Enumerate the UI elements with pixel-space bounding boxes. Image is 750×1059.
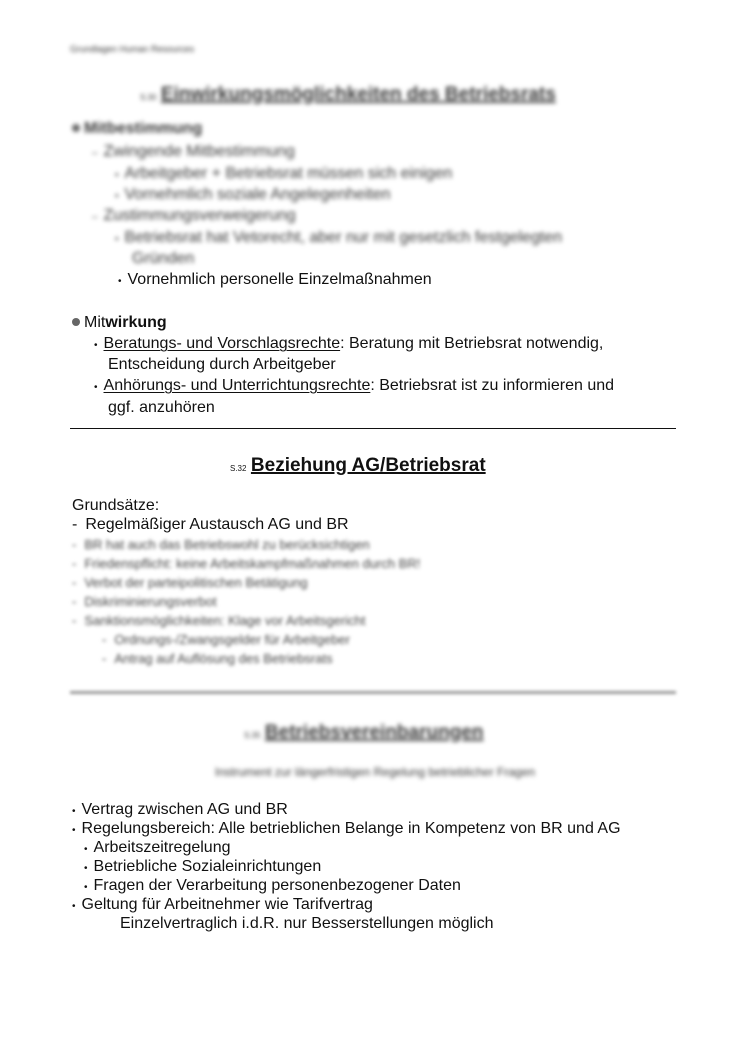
mitwirkung-item-cont: ggf. anzuhören <box>108 399 215 416</box>
mitwirkung-item: • Anhörungs- und Unterrichtungsrechte: Betriebsrat ist zu informieren und <box>94 377 615 394</box>
grundsatz-item: - Friedenspflicht: keine Arbeitskampfmaßnahmen durch BR! <box>72 556 421 571</box>
betriebsvereinbarung-item: • Vertrag zwischen AG und BR <box>72 801 288 818</box>
betriebsvereinbarung-item-cont: Einzelvertraglich i.d.R. nur Besserstellungen möglich <box>120 915 494 932</box>
zwingende-mitbestimmung: – Zwingende Mitbestimmung <box>92 143 295 160</box>
mitwirkung-label: Mitwirkung <box>72 314 167 332</box>
zustimmungsverweigerung: – Zustimmungsverweigerung <box>92 207 296 224</box>
section2-title: Beziehung AG/Betriebsrat <box>250 455 486 476</box>
grundsatz-subitem: - Antrag auf Auflösung des Betriebsrats <box>102 651 333 666</box>
zwingende-item: • Vornehmlich soziale Angelegenheiten <box>115 186 391 203</box>
section3-subtitle: Instrument zur längerfristigen Regelung betrieblicher Fragen <box>214 765 536 779</box>
betriebsvereinbarung-item: • Regelungsbereich: Alle betrieblichen Belange in Kompetenz von BR und AG <box>72 820 621 837</box>
zustimmung-item: • Vornehmlich personelle Einzelmaßnahmen <box>118 271 432 288</box>
divider <box>70 691 676 694</box>
grundsatz-item: - Verbot der parteipolitischen Betätigung <box>72 575 308 590</box>
bullet-dot-icon <box>72 124 80 132</box>
section1-title: Einwirkungsmöglichkeiten des Betriebsrats <box>160 84 556 105</box>
zustimmung-item: • Betriebsrat hat Vetorecht, aber nur mit gesetzlich festgelegten <box>115 229 563 246</box>
grundsatz-item: - Diskriminierungsverbot <box>72 594 217 609</box>
mitwirkung-item-cont: Entscheidung durch Arbeitgeber <box>108 356 336 373</box>
betriebsvereinbarung-subitem: • Betriebliche Sozialeinrichtungen <box>84 858 322 875</box>
section3-pageref: S.35 <box>244 731 261 740</box>
betriebsvereinbarung-subitem: • Arbeitszeitregelung <box>84 839 231 856</box>
section2-pageref: S.32 <box>230 464 247 473</box>
page-header: Grundlagen Human Resources <box>70 44 195 54</box>
grundsatz-subitem: - Ordnungs-/Zwangsgelder für Arbeitgeber <box>102 632 350 647</box>
grundsatz-item: - Regelmäßiger Austausch AG und BR <box>72 516 349 533</box>
betriebsvereinbarung-subitem: • Fragen der Verarbeitung personenbezogener Daten <box>84 877 461 894</box>
zustimmung-item-cont: Gründen <box>132 250 195 267</box>
mitwirkung-item: • Beratungs- und Vorschlagsrechte: Beratung mit Betriebsrat notwendig, <box>94 335 604 352</box>
bullet-dot-icon <box>72 318 80 326</box>
grundsatz-item: - BR hat auch das Betriebswohl zu berücksichtigen <box>72 537 370 552</box>
divider <box>70 428 676 429</box>
section1-pageref: S.30 <box>140 93 157 102</box>
section3-heading <box>244 722 484 744</box>
betriebsvereinbarung-item: • Geltung für Arbeitnehmer wie Tarifvertrag <box>72 896 373 913</box>
grundsatz-item: - Sanktionsmöglichkeiten: Klage vor Arbeitsgericht <box>72 613 366 628</box>
section3-title: Betriebsvereinbarungen <box>264 722 484 743</box>
section2-heading <box>230 455 486 477</box>
grundsaetze-label: Grundsätze: <box>72 497 160 514</box>
mitbestimmung-label: Mitbestimmung <box>72 120 202 138</box>
section1-heading <box>140 84 556 106</box>
zwingende-item: • Arbeitgeber + Betriebsrat müssen sich einigen <box>115 165 453 182</box>
